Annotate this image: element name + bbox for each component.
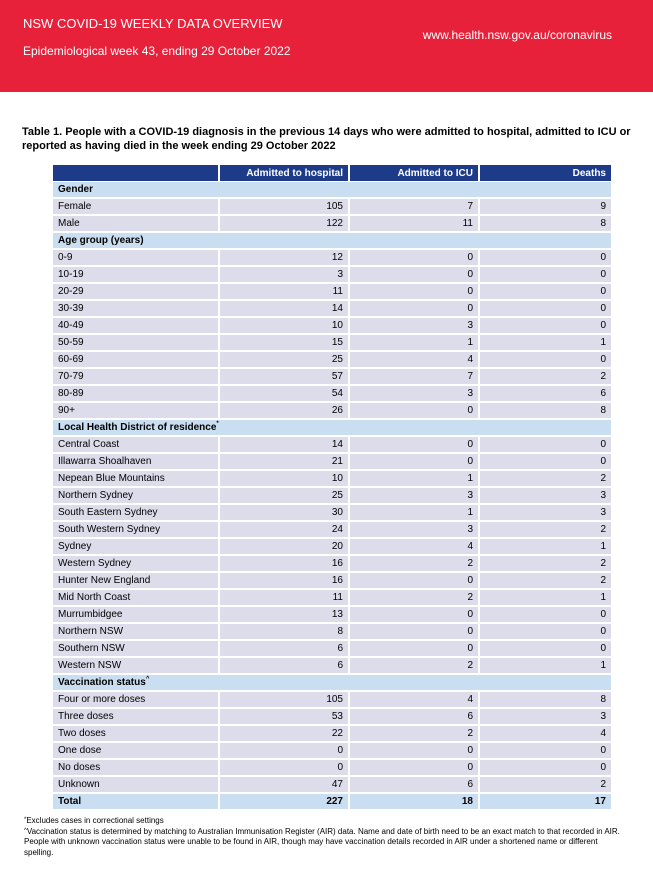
- table-row: [53, 538, 611, 555]
- hospital-cell: 6: [219, 657, 349, 674]
- footnote-mark: ^: [24, 827, 27, 834]
- report-title: NSW COVID-19 WEEKLY DATA OVERVIEW: [23, 16, 283, 31]
- row-label: 40-49: [53, 317, 219, 334]
- deaths-cell: 0: [479, 640, 611, 657]
- icu-cell: 4: [349, 691, 479, 708]
- hospital-cell: 14: [219, 436, 349, 453]
- section-title-cell: [53, 232, 611, 249]
- total-label: Total: [53, 793, 219, 810]
- deaths-cell: 0: [479, 436, 611, 453]
- footnote: [24, 827, 624, 859]
- table-row: [53, 572, 611, 589]
- deaths-cell: 8: [479, 691, 611, 708]
- table-row: [53, 436, 611, 453]
- table-row: [53, 606, 611, 623]
- section-row: [53, 419, 611, 436]
- table-row: [53, 198, 611, 215]
- deaths-cell: 8: [479, 215, 611, 232]
- row-label: 80-89: [53, 385, 219, 402]
- hospital-cell: 53: [219, 708, 349, 725]
- section-title: Gender: [58, 184, 94, 195]
- row-label: Western NSW: [53, 657, 219, 674]
- icu-cell: 3: [349, 521, 479, 538]
- row-label: Mid North Coast: [53, 589, 219, 606]
- table-row: [53, 334, 611, 351]
- deaths-cell: 0: [479, 283, 611, 300]
- deaths-cell: 0: [479, 759, 611, 776]
- section-mark: ^: [145, 676, 150, 682]
- hospital-cell: 20: [219, 538, 349, 555]
- deaths-cell: 8: [479, 402, 611, 419]
- hospital-cell: 105: [219, 198, 349, 215]
- row-label: 70-79: [53, 368, 219, 385]
- hospital-cell: 0: [219, 759, 349, 776]
- row-label: Female: [53, 198, 219, 215]
- table-row: [53, 249, 611, 266]
- icu-cell: 3: [349, 487, 479, 504]
- hospital-cell: 6: [219, 640, 349, 657]
- total-hospital: 227: [219, 793, 349, 810]
- deaths-cell: 3: [479, 487, 611, 504]
- icu-cell: 0: [349, 402, 479, 419]
- deaths-cell: 0: [479, 623, 611, 640]
- footnotes: [24, 816, 624, 858]
- hospital-cell: 57: [219, 368, 349, 385]
- deaths-cell: 2: [479, 521, 611, 538]
- icu-cell: 1: [349, 470, 479, 487]
- row-label: Hunter New England: [53, 572, 219, 589]
- icu-cell: 0: [349, 300, 479, 317]
- row-label: 50-59: [53, 334, 219, 351]
- icu-cell: 0: [349, 640, 479, 657]
- table-row: [53, 691, 611, 708]
- table-row: [53, 640, 611, 657]
- icu-cell: 1: [349, 504, 479, 521]
- table-row: [53, 266, 611, 283]
- header-banner: [0, 0, 653, 92]
- icu-cell: 11: [349, 215, 479, 232]
- deaths-cell: 0: [479, 606, 611, 623]
- row-label: 10-19: [53, 266, 219, 283]
- hospital-cell: 3: [219, 266, 349, 283]
- row-label: Unknown: [53, 776, 219, 793]
- icu-cell: 0: [349, 453, 479, 470]
- section-row: [53, 674, 611, 691]
- row-label: South Eastern Sydney: [53, 504, 219, 521]
- hospital-cell: 0: [219, 742, 349, 759]
- table-row: [53, 742, 611, 759]
- icu-cell: 0: [349, 623, 479, 640]
- table-row: [53, 368, 611, 385]
- hospital-cell: 26: [219, 402, 349, 419]
- footnote-text: Vaccination status is determined by matching to Australian Immunisation Register (AIR) data. Name and date of birth need to be an exact match to that recorded in AIR. People with unknown vaccination status were unable to be found in AIR, though may have vaccination details recorded in AIR under a shortened name or different spelling.: [24, 826, 620, 857]
- icu-cell: 3: [349, 385, 479, 402]
- icu-cell: 1: [349, 334, 479, 351]
- table-row: [53, 504, 611, 521]
- row-label: No doses: [53, 759, 219, 776]
- table-caption: Table 1. People with a COVID-19 diagnosis in the previous 14 days who were admitted to hospital, admitted to ICU or reported as having died in the week ending 29 October 2022: [22, 126, 631, 152]
- deaths-cell: 4: [479, 725, 611, 742]
- row-label: 90+: [53, 402, 219, 419]
- deaths-cell: 0: [479, 453, 611, 470]
- deaths-cell: 0: [479, 249, 611, 266]
- header-deaths: Deaths: [479, 165, 611, 182]
- total-deaths: 17: [479, 793, 611, 810]
- icu-cell: 2: [349, 555, 479, 572]
- table-row: [53, 521, 611, 538]
- deaths-cell: 0: [479, 317, 611, 334]
- deaths-cell: 2: [479, 776, 611, 793]
- section-title: Local Health District of residence: [58, 422, 217, 433]
- row-label: Northern NSW: [53, 623, 219, 640]
- header-hospital: Admitted to hospital: [219, 165, 349, 182]
- row-label: Central Coast: [53, 436, 219, 453]
- footnote-mark: *: [24, 817, 27, 823]
- hospital-cell: 25: [219, 487, 349, 504]
- hospital-cell: 14: [219, 300, 349, 317]
- hospital-cell: 8: [219, 623, 349, 640]
- deaths-cell: 2: [479, 368, 611, 385]
- icu-cell: 0: [349, 742, 479, 759]
- table-row: [53, 453, 611, 470]
- icu-cell: 0: [349, 249, 479, 266]
- table-row: [53, 589, 611, 606]
- hospital-cell: 15: [219, 334, 349, 351]
- table-row: [53, 351, 611, 368]
- footnote-text: Excludes cases in correctional settings: [26, 816, 164, 825]
- row-label: Two doses: [53, 725, 219, 742]
- row-label: Illawarra Shoalhaven: [53, 453, 219, 470]
- deaths-cell: 2: [479, 572, 611, 589]
- hospital-cell: 54: [219, 385, 349, 402]
- icu-cell: 0: [349, 572, 479, 589]
- hospital-cell: 12: [219, 249, 349, 266]
- icu-cell: 2: [349, 657, 479, 674]
- table-row: [53, 317, 611, 334]
- row-label: Male: [53, 215, 219, 232]
- deaths-cell: 0: [479, 300, 611, 317]
- row-label: Western Sydney: [53, 555, 219, 572]
- table-row: [53, 283, 611, 300]
- icu-cell: 4: [349, 538, 479, 555]
- icu-cell: 4: [349, 351, 479, 368]
- section-row: [53, 182, 611, 199]
- total-row: [53, 793, 611, 810]
- deaths-cell: 1: [479, 657, 611, 674]
- table-row: [53, 555, 611, 572]
- icu-cell: 3: [349, 317, 479, 334]
- hospital-cell: 47: [219, 776, 349, 793]
- icu-cell: 0: [349, 266, 479, 283]
- row-label: Northern Sydney: [53, 487, 219, 504]
- icu-cell: 6: [349, 776, 479, 793]
- icu-cell: 0: [349, 283, 479, 300]
- row-label: 30-39: [53, 300, 219, 317]
- hospital-cell: 10: [219, 470, 349, 487]
- row-label: One dose: [53, 742, 219, 759]
- row-label: South Western Sydney: [53, 521, 219, 538]
- table-row: [53, 759, 611, 776]
- icu-cell: 7: [349, 368, 479, 385]
- table-row: [53, 402, 611, 419]
- footnote: [24, 816, 624, 827]
- hospital-cell: 16: [219, 572, 349, 589]
- section-title: Age group (years): [58, 235, 144, 246]
- row-label: 0-9: [53, 249, 219, 266]
- table-row: [53, 776, 611, 793]
- hospital-cell: 25: [219, 351, 349, 368]
- report-subtitle: Epidemiological week 43, ending 29 October 2022: [23, 44, 291, 58]
- hospital-cell: 21: [219, 453, 349, 470]
- data-table: [53, 165, 611, 811]
- table-row: [53, 623, 611, 640]
- deaths-cell: 3: [479, 708, 611, 725]
- deaths-cell: 9: [479, 198, 611, 215]
- hospital-cell: 22: [219, 725, 349, 742]
- hospital-cell: 122: [219, 215, 349, 232]
- icu-cell: 0: [349, 436, 479, 453]
- table-body: [53, 182, 611, 811]
- row-label: Three doses: [53, 708, 219, 725]
- row-label: Murrumbidgee: [53, 606, 219, 623]
- table-row: [53, 708, 611, 725]
- table-header-row: [53, 165, 611, 182]
- icu-cell: 7: [349, 198, 479, 215]
- icu-cell: 0: [349, 759, 479, 776]
- hospital-cell: 11: [219, 283, 349, 300]
- row-label: 60-69: [53, 351, 219, 368]
- table-row: [53, 215, 611, 232]
- icu-cell: 2: [349, 725, 479, 742]
- row-label: 20-29: [53, 283, 219, 300]
- table-row: [53, 725, 611, 742]
- hospital-cell: 105: [219, 691, 349, 708]
- deaths-cell: 0: [479, 742, 611, 759]
- header-blank: [53, 165, 219, 182]
- hospital-cell: 10: [219, 317, 349, 334]
- deaths-cell: 1: [479, 538, 611, 555]
- hospital-cell: 24: [219, 521, 349, 538]
- table-row: [53, 657, 611, 674]
- hospital-cell: 16: [219, 555, 349, 572]
- icu-cell: 0: [349, 606, 479, 623]
- row-label: Four or more doses: [53, 691, 219, 708]
- deaths-cell: 2: [479, 555, 611, 572]
- table-row: [53, 385, 611, 402]
- header-icu: Admitted to ICU: [349, 165, 479, 182]
- deaths-cell: 1: [479, 334, 611, 351]
- section-row: [53, 232, 611, 249]
- deaths-cell: 1: [479, 589, 611, 606]
- row-label: Sydney: [53, 538, 219, 555]
- table-row: [53, 487, 611, 504]
- deaths-cell: 0: [479, 351, 611, 368]
- hospital-cell: 13: [219, 606, 349, 623]
- icu-cell: 6: [349, 708, 479, 725]
- table-row: [53, 300, 611, 317]
- icu-cell: 2: [349, 589, 479, 606]
- section-title-cell: [53, 419, 611, 436]
- deaths-cell: 3: [479, 504, 611, 521]
- row-label: Southern NSW: [53, 640, 219, 657]
- hospital-cell: 11: [219, 589, 349, 606]
- section-mark: *: [216, 421, 219, 427]
- total-icu: 18: [349, 793, 479, 810]
- hospital-cell: 30: [219, 504, 349, 521]
- deaths-cell: 2: [479, 470, 611, 487]
- table-row: [53, 470, 611, 487]
- row-label: Nepean Blue Mountains: [53, 470, 219, 487]
- section-title-cell: [53, 182, 611, 199]
- section-title: Vaccination status: [58, 677, 146, 688]
- website-link[interactable]: www.health.nsw.gov.au/coronavirus: [422, 28, 612, 42]
- deaths-cell: 6: [479, 385, 611, 402]
- section-title-cell: [53, 674, 611, 691]
- deaths-cell: 0: [479, 266, 611, 283]
